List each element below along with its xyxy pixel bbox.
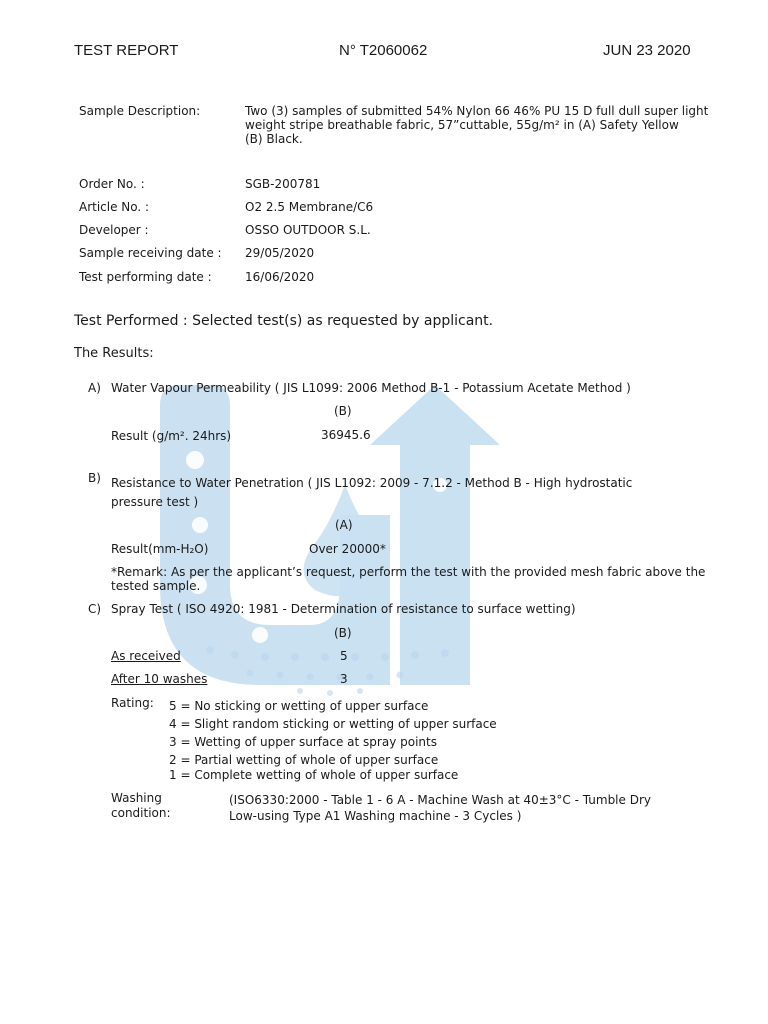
rating-item: 3 = Wetting of upper surface at spray points (169, 735, 437, 749)
washing-label: Washing (111, 791, 162, 805)
info-value: OSSO OUTDOOR S.L. (245, 223, 371, 237)
test-a-sample: (B) (334, 404, 352, 418)
test-c-row-value: 3 (340, 672, 348, 686)
info-label: Article No. : (79, 200, 150, 214)
info-value: O2 2.5 Membrane/C6 (245, 200, 374, 214)
test-c-sample: (B) (334, 626, 352, 640)
test-c-title: Spray Test ( ISO 4920: 1981 - Determination of resistance to surface wetting) (111, 602, 576, 616)
test-c-row-label: As received (111, 649, 181, 663)
test-b-result-label: Result(mm-H₂O) (111, 542, 209, 556)
rating-item: 5 = No sticking or wetting of upper surface (169, 699, 429, 713)
info-label: Developer : (79, 223, 149, 237)
sample-description-line: (B) Black. (245, 132, 303, 146)
test-a-marker: A) (88, 381, 101, 395)
info-label: Test performing date : (79, 270, 212, 284)
info-label: Order No. : (79, 177, 145, 191)
test-b-sample: (A) (335, 518, 353, 532)
sample-description-line: Two (3) samples of submitted 54% Nylon 66 46% PU 15 D full dull super light (245, 104, 709, 118)
test-b-result-value: Over 20000* (309, 542, 386, 556)
report-title: TEST REPORT (74, 42, 179, 59)
test-b-marker: B) (88, 471, 101, 485)
test-c-marker: C) (88, 602, 102, 616)
results-heading: The Results: (74, 346, 154, 361)
info-value: 29/05/2020 (245, 246, 315, 260)
test-performed: Test Performed : Selected test(s) as requested by applicant. (74, 313, 494, 329)
test-a-result-value: 36945.6 (321, 428, 371, 442)
rating-item: 1 = Complete wetting of whole of upper surface (169, 768, 459, 782)
test-a-result-label: Result (g/m². 24hrs) (111, 429, 232, 443)
test-c-row-value: 5 (340, 649, 348, 663)
washing-condition: Low-using Type A1 Washing machine - 3 Cycles ) (229, 809, 522, 823)
rating-item: 4 = Slight random sticking or wetting of upper surface (169, 717, 497, 731)
test-b-remark: *Remark: As per the applicant’s request, perform the test with the provided mesh fabric above the (111, 565, 706, 579)
washing-label: condition: (111, 806, 171, 820)
info-value: 16/06/2020 (245, 270, 315, 284)
info-label: Sample receiving date : (79, 246, 222, 260)
test-c-row-label: After 10 washes (111, 672, 208, 686)
sample-description-line: weight stripe breathable fabric, 57”cuttable, 55g/m² in (A) Safety Yellow (245, 118, 679, 132)
rating-item: 2 = Partial wetting of whole of upper surface (169, 753, 439, 767)
test-b-remark: tested sample. (111, 579, 201, 593)
test-b-title: pressure test ) (111, 495, 199, 509)
info-value: SGB-200781 (245, 177, 321, 191)
report-number: N° T2060062 (339, 42, 428, 59)
test-a-title: Water Vapour Permeability ( JIS L1099: 2006 Method B-1 - Potassium Acetate Method ) (111, 381, 631, 395)
rating-label: Rating: (111, 696, 154, 710)
test-b-title: Resistance to Water Penetration ( JIS L1092: 2009 - 7.1.2 - Method B - High hydrostatic (111, 476, 633, 490)
report-date: JUN 23 2020 (603, 42, 691, 59)
sample-description-label: Sample Description: (79, 104, 201, 118)
washing-condition: (ISO6330:2000 - Table 1 - 6 A - Machine Wash at 40±3°C - Tumble Dry (229, 793, 651, 807)
